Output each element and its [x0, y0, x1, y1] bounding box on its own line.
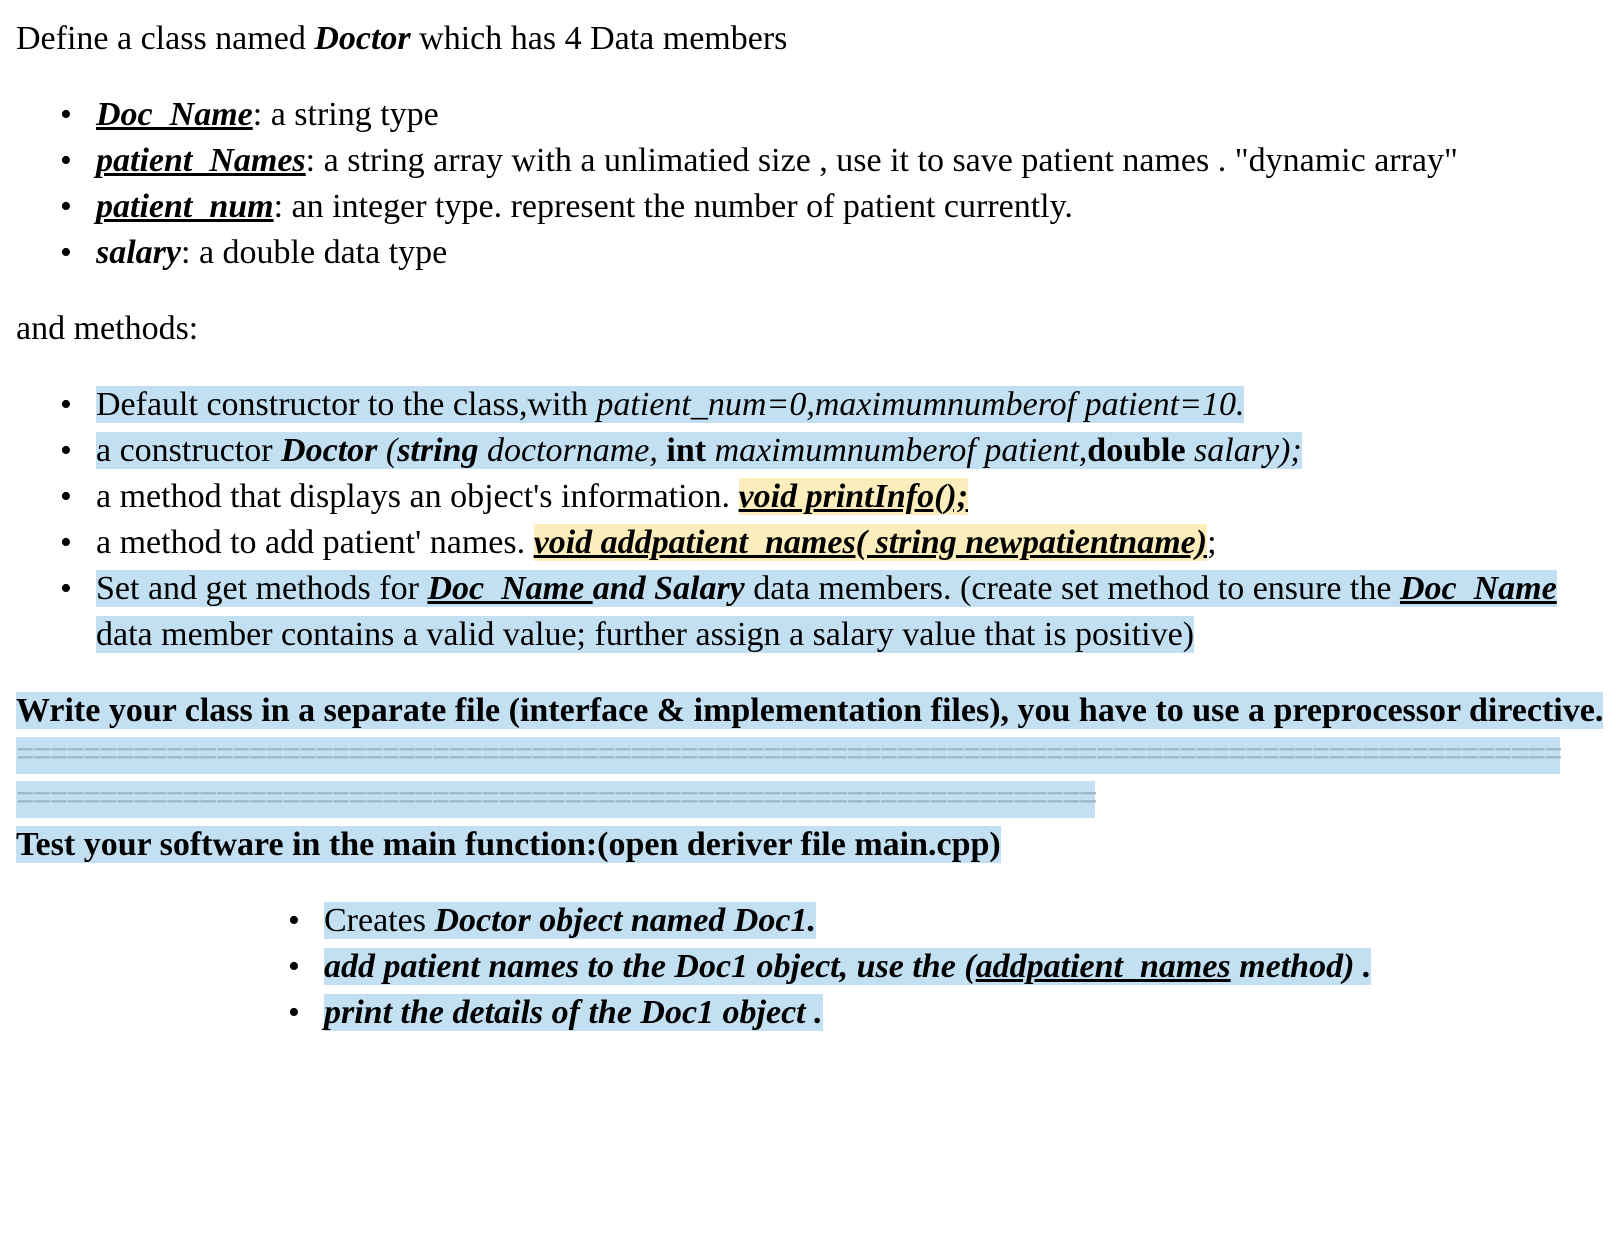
methods-heading: and methods: [16, 310, 199, 347]
write-note-text: Write your class in a separate file (interface & implementation files), you have to use a preprocessor directive. [16, 692, 1604, 729]
method-default-constructor [16, 382, 1606, 428]
method-text: Set and get methods for [96, 570, 428, 607]
test-title [16, 822, 1606, 868]
write-note [16, 688, 1606, 734]
member-desc: : a double data type [181, 234, 448, 271]
list-item [254, 944, 1606, 990]
test-text: add patient names to the Doc1 object, use the ( [324, 948, 976, 985]
method-text: Default constructor to the class,with [96, 386, 597, 423]
method-text: a method to add patient' names. [96, 524, 534, 561]
method-print-info [16, 474, 1606, 520]
method-add-patient-names [16, 520, 1606, 566]
separator-text: ============================================================================================= [16, 737, 1561, 774]
member-name: patient_Names [96, 142, 306, 179]
list-item [16, 92, 1606, 138]
method-text: a method that displays an object's information. [96, 478, 739, 515]
test-text: method) . [1230, 948, 1372, 985]
data-members-list [16, 92, 1606, 276]
intro-sentence [16, 16, 1606, 62]
constructor-open-paren: ( [377, 432, 398, 469]
param-type: int [666, 432, 707, 469]
member-name: Doc_Name [96, 96, 253, 133]
method-params: patient_num=0,maximumnumberof patient=10. [596, 386, 1245, 423]
member-name: and Salary [592, 570, 745, 607]
member-desc: : an integer type. represent the number of patient currently. [273, 188, 1073, 225]
param-name: salary); [1185, 432, 1302, 469]
list-item [254, 990, 1606, 1036]
test-text: Creates [324, 902, 435, 939]
list-item [16, 138, 1606, 184]
member-name: salary [96, 234, 181, 271]
instructions-block [16, 688, 1606, 868]
separator-line [16, 734, 1606, 778]
method-set-get [16, 566, 1606, 658]
member-desc: : a string array with a unlimatied size , use it to save patient names . "dynamic array" [305, 142, 1458, 179]
method-text: data member contains a valid value; further assign a salary value that is positive) [96, 616, 1195, 653]
member-name: Doc_Name [427, 570, 593, 607]
list-item [16, 230, 1606, 276]
method-signature: void addpatient_names( string newpatientname) [533, 524, 1208, 561]
document-page [16, 16, 1606, 1036]
intro-text-after: which has 4 Data members [410, 20, 788, 57]
list-item [254, 898, 1606, 944]
method-signature: void printInfo(); [738, 478, 969, 515]
test-title-text: Test your software in the main function:(open deriver file main.cpp) [16, 826, 1001, 863]
method-semicolon: ; [1207, 524, 1217, 561]
method-name: addpatient_names [975, 948, 1231, 985]
param-name: doctorname, [478, 432, 667, 469]
intro-text-before: Define a class named [16, 20, 315, 57]
constructor-class-name: Doctor [281, 432, 378, 469]
test-text: print the details of the Doc1 object . [324, 994, 823, 1031]
param-type: string [397, 432, 479, 469]
method-constructor [16, 428, 1606, 474]
param-type: double [1087, 432, 1186, 469]
method-text: a constructor [96, 432, 282, 469]
separator-line [16, 778, 1606, 822]
class-name-doctor: Doctor [314, 20, 411, 57]
method-text: data members. (create set method to ensure the [744, 570, 1400, 607]
test-steps-list [254, 898, 1606, 1036]
list-item [16, 184, 1606, 230]
member-desc: : a string type [252, 96, 439, 133]
methods-list [16, 382, 1606, 658]
test-text-bold: Doctor object named Doc1. [434, 902, 816, 939]
param-name: maximumnumberof patient, [706, 432, 1088, 469]
separator-text: ================================================================= [16, 781, 1096, 818]
member-name: Doc_Name [1399, 570, 1557, 607]
member-name: patient_num [96, 188, 274, 225]
